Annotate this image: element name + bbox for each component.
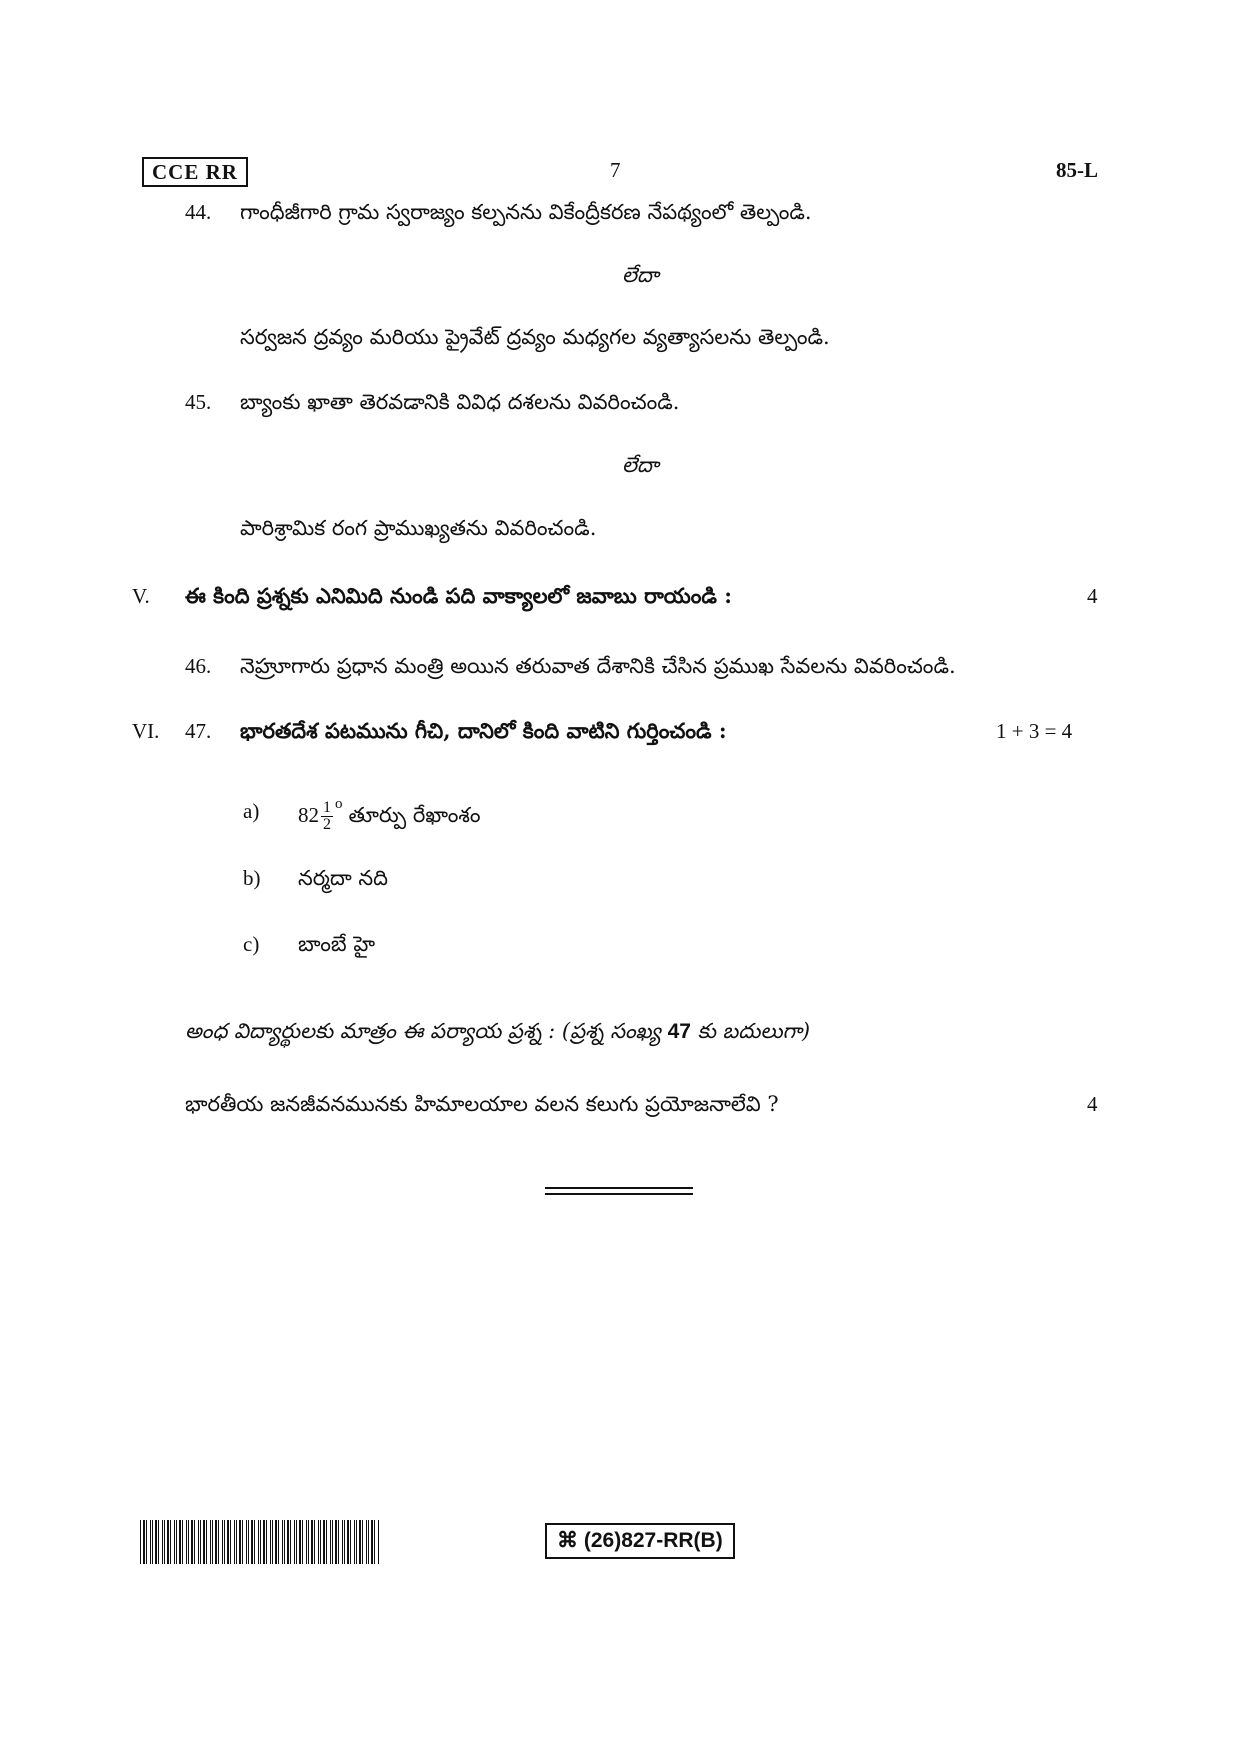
question-45-or: లేదా xyxy=(622,453,659,477)
end-rule-top xyxy=(545,1187,693,1189)
section-vi-numeral: VI. xyxy=(132,719,160,743)
blind-alt-heading-suffix: కు బదులుగా) xyxy=(697,1019,811,1043)
barcode xyxy=(140,1520,380,1564)
option-a-whole: 82 xyxy=(298,803,319,827)
blind-alt-heading-number: 47 xyxy=(667,1020,691,1043)
question-44-text: గాంధీజీగారి గ్రామ స్వరాజ్యం కల్పనను వికేంద్రీకరణ నేపథ్యంలో తెల్పండి. xyxy=(240,200,812,224)
question-45-alt-text: పారిశ్రామిక రంగ ప్రాముఖ్యతను వివరించండి. xyxy=(240,516,597,540)
blind-alt-heading xyxy=(185,1016,810,1047)
option-a-label: a) xyxy=(243,799,260,823)
question-45-number: 45. xyxy=(185,390,212,414)
question-47-marks: 1 + 3 = 4 xyxy=(996,719,1073,743)
option-a-frac-den: 2 xyxy=(323,816,331,833)
option-a-content xyxy=(298,782,481,837)
question-47-number: 47. xyxy=(185,719,212,743)
page-number: 7 xyxy=(610,158,621,182)
end-rule-bottom xyxy=(545,1193,693,1195)
option-a-fraction xyxy=(321,800,333,833)
option-b-text: నర్మదా నది xyxy=(298,866,388,890)
question-46-number: 46. xyxy=(185,654,212,678)
paper-code: 85-L xyxy=(1056,158,1098,182)
blind-alt-heading-prefix: అంధ విద్యార్థులకు మాత్రం ఈ పర్యాయ ప్రశ్న : (ప్రశ్న సంఖ్య xyxy=(185,1019,661,1043)
option-c-label: c) xyxy=(243,932,260,956)
footer-code-box xyxy=(545,1523,735,1559)
option-a-text: తూర్పు రేఖాంశం xyxy=(348,803,481,827)
header-code-box: CCE RR xyxy=(142,157,248,187)
question-44-or: లేదా xyxy=(622,263,659,287)
footer-code: (26)827-RR(B) xyxy=(583,1529,723,1552)
question-46-text: నెహ్రూగారు ప్రధాన మంత్రి అయిన తరువాత దేశానికి చేసిన ప్రముఖ సేవలను వివరించండి. xyxy=(240,654,956,678)
option-a-frac-num: 1 xyxy=(323,799,331,816)
blind-alt-marks: 4 xyxy=(1087,1092,1098,1116)
question-45-text: బ్యాంకు ఖాతా తెరవడానికి వివిధ దశలను వివరించండి. xyxy=(240,390,680,414)
blind-alt-question: భారతీయ జనజీవనమునకు హిమాలయాల వలన కలుగు ప్రయోజనాలేవి ? xyxy=(185,1092,779,1116)
section-v-marks: 4 xyxy=(1087,584,1098,608)
section-v-numeral: V. xyxy=(132,584,150,608)
option-a-degree: o xyxy=(335,796,343,812)
question-47-instruction: భారతదేశ పటమును గీచి, దానిలో కింది వాటిని గుర్తించండి : xyxy=(240,718,727,743)
question-44-number: 44. xyxy=(185,200,212,224)
section-v-instruction: ఈ కింది ప్రశ్నకు ఎనిమిది నుండి పది వాక్యాలలో జవాబు రాయండి : xyxy=(185,583,733,608)
option-b-label: b) xyxy=(243,866,261,890)
option-c-text: బాంబే హై xyxy=(298,932,376,956)
command-icon: ⌘ xyxy=(557,1529,578,1552)
question-44-alt-text: సర్వజన ద్రవ్యం మరియు ప్రైవేట్ ద్రవ్యం మధ్యగల వ్యత్యాసలను తెల్పండి. xyxy=(240,325,830,349)
